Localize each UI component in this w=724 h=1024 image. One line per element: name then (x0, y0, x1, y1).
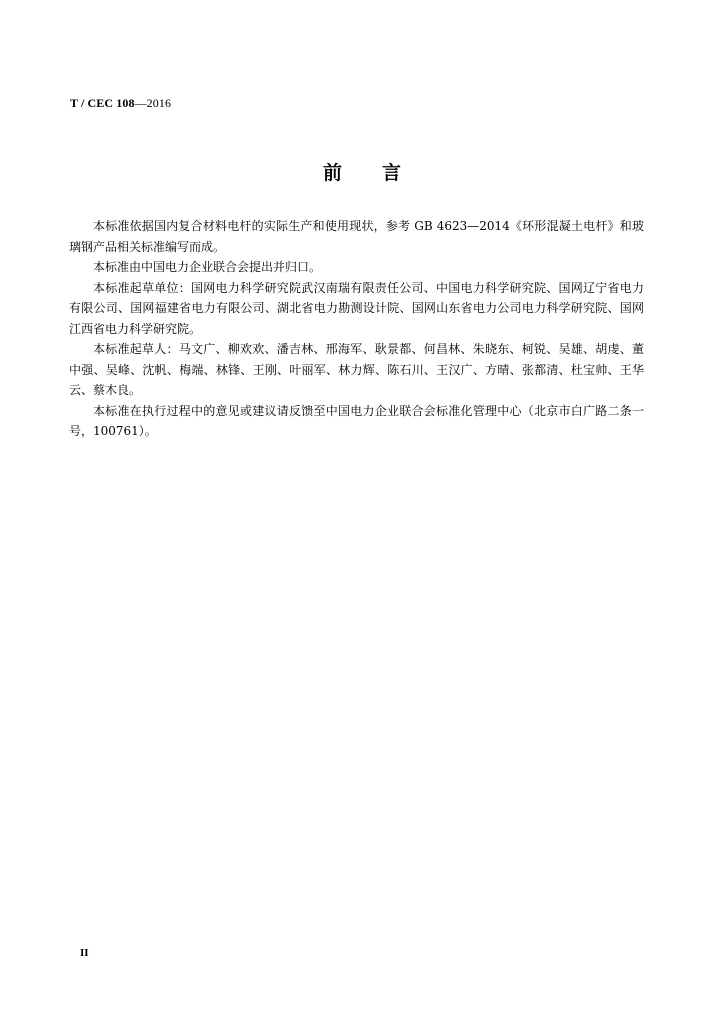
page-number: II (80, 947, 89, 959)
standard-number: T / CEC 108 (70, 96, 135, 110)
paragraph-drafting-units: 本标准起草单位：国网电力科学研究院武汉南瑞有限责任公司、中国电力科学研究院、国网辽宁省电力有限公司、国网福建省电力有限公司、湖北省电力勘测设计院、国网山东省电力公司电力科学研究院、国网江西省电力科学研究院。 (69, 280, 644, 336)
paragraph-proposer: 本标准由中国电力企业联合会提出并归口。 (93, 260, 322, 274)
standard-code (70, 96, 171, 111)
standard-year: —2016 (134, 96, 172, 110)
paragraph-drafters: 本标准起草人：马文广、柳欢欢、潘吉林、邢海军、耿景都、何昌林、朱晓东、柯锐、吴雄、胡虔、董中强、吴峰、沈帆、梅端、林锋、王刚、叶丽军、林力辉、陈石川、王汉广、方晴、张都清、杜宝帅、王华云、蔡木良。 (69, 342, 644, 397)
section-title: 前言 (322, 162, 441, 184)
paragraph-basis: 本标准依据国内复合材料电杆的实际生产和使用现状，参考 GB 4623—2014《环形混凝土电杆》和玻璃钢产品相关标准编写而成。 (69, 219, 644, 254)
foreword-body (69, 216, 644, 442)
paragraph-feedback: 本标准在执行过程中的意见或建议请反馈至中国电力企业联合会标准化管理中心（北京市白广路二条一号，100761）。 (69, 403, 644, 438)
